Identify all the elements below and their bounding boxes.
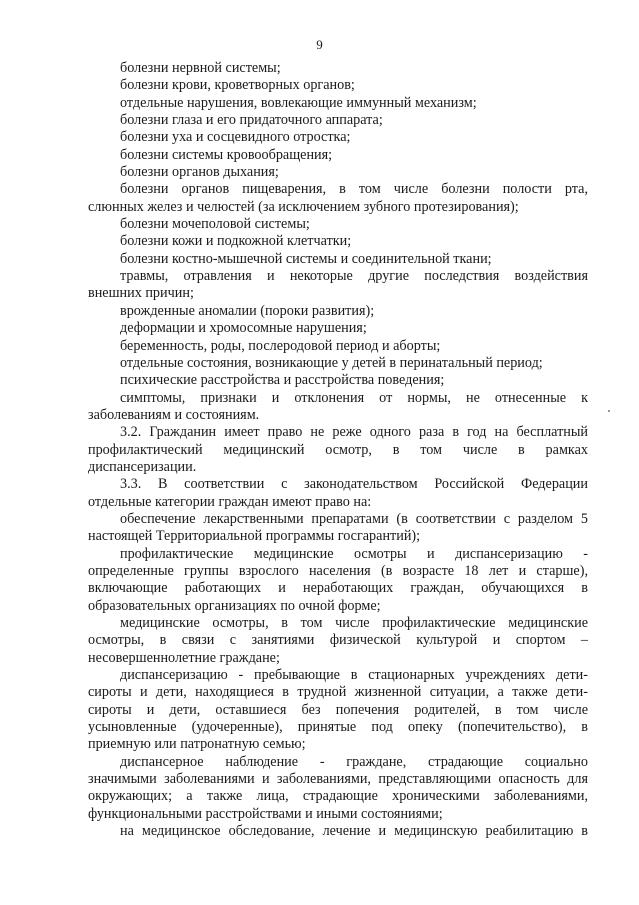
text-line: настоящей Территориальной программы госгарантий);: [88, 528, 421, 545]
text-line: усыновленные (удочеренные), принятые под опеку (попечительство), в: [88, 719, 588, 736]
text-line: диспансеризацию - пребывающие в стационарных учреждениях дети-: [120, 667, 588, 684]
text-line: образовательных организациях по очной форме;: [88, 597, 381, 614]
text-line: сироты и дети, находящиеся в трудной жизненной ситуации, а также дети-: [88, 684, 588, 701]
text-line: болезни уха и сосцевидного отростка;: [120, 129, 351, 146]
text-line: сироты и дети, оставшиеся без попечения родителей, в том числе: [88, 701, 588, 718]
text-line: врожденные аномалии (пороки развития);: [120, 302, 375, 319]
text-line: болезни крови, кроветворных органов;: [120, 77, 355, 94]
text-line: диспансерное наблюдение - граждане, страдающие социально: [120, 753, 588, 770]
text-line: диспансеризации.: [88, 458, 197, 475]
text-line: обеспечение лекарственными препаратами (в соответствии с разделом 5: [120, 510, 588, 527]
text-line: значимыми заболеваниями и заболеваниями, представляющими опасность для: [88, 771, 588, 788]
text-line: болезни системы кровообращения;: [120, 146, 333, 163]
text-line: психические расстройства и расстройства поведения;: [120, 372, 445, 389]
page-number: 9: [316, 37, 323, 52]
text-line: беременность, роды, послеродовой период и аборты;: [120, 337, 441, 354]
text-line: симптомы, признаки и отклонения от нормы, не отнесенные к: [120, 389, 588, 406]
document-body: [88, 60, 588, 840]
text-line: болезни органов дыхания;: [120, 164, 279, 181]
scan-speck: [608, 410, 610, 412]
text-line: окружающих; а также лица, страдающие хроническими заболеваниями,: [88, 788, 588, 805]
text-line: несовершеннолетние граждане;: [88, 649, 280, 666]
text-line: функциональными расстройствами и иными состояниями;: [88, 805, 443, 822]
text-line: 3.3. В соответствии с законодательством Российской Федерации: [120, 476, 588, 493]
text-line: слюнных желез и челюстей (за исключением зубного протезирования);: [88, 198, 519, 215]
text-line: деформации и хромосомные нарушения;: [120, 320, 367, 337]
text-line: болезни костно-мышечной системы и соединительной ткани;: [120, 250, 492, 267]
text-line: болезни органов пищеварения, в том числе болезни полости рта,: [120, 181, 588, 198]
text-line: приемную или патронатную семью;: [88, 736, 306, 753]
text-line: болезни глаза и его придаточного аппарата;: [120, 112, 383, 129]
text-line: травмы, отравления и некоторые другие последствия воздействия: [120, 268, 588, 285]
text-line: внешних причин;: [88, 285, 194, 302]
text-line: 3.2. Гражданин имеет право не реже одного раза в год на бесплатный: [120, 424, 588, 441]
text-line: отдельные нарушения, вовлекающие иммунный механизм;: [120, 94, 477, 111]
text-line: отдельные категории граждан имеют право на:: [88, 493, 372, 510]
text-line: определенные группы взрослого населения (в возрасте 18 лет и старше),: [88, 562, 588, 579]
text-line: профилактические медицинские осмотры и диспансеризацию -: [120, 545, 588, 562]
text-line: осмотры, в связи с занятиями физической культурой и спортом –: [88, 632, 588, 649]
text-line: болезни кожи и подкожной клетчатки;: [120, 233, 352, 250]
text-line: на медицинское обследование, лечение и медицинскую реабилитацию в: [120, 823, 588, 840]
text-line: отдельные состояния, возникающие у детей в перинатальный период;: [120, 354, 543, 371]
text-line: болезни мочеполовой системы;: [120, 216, 310, 233]
text-line: заболеваниям и состояниям.: [88, 406, 260, 423]
text-line: медицинские осмотры, в том числе профилактические медицинские: [120, 615, 588, 631]
text-line: болезни нервной системы;: [120, 60, 281, 76]
text-line: профилактический медицинский осмотр, в том числе в рамках: [88, 441, 588, 458]
text-line: включающие работающих и неработающих граждан, обучающихся в: [88, 580, 588, 597]
